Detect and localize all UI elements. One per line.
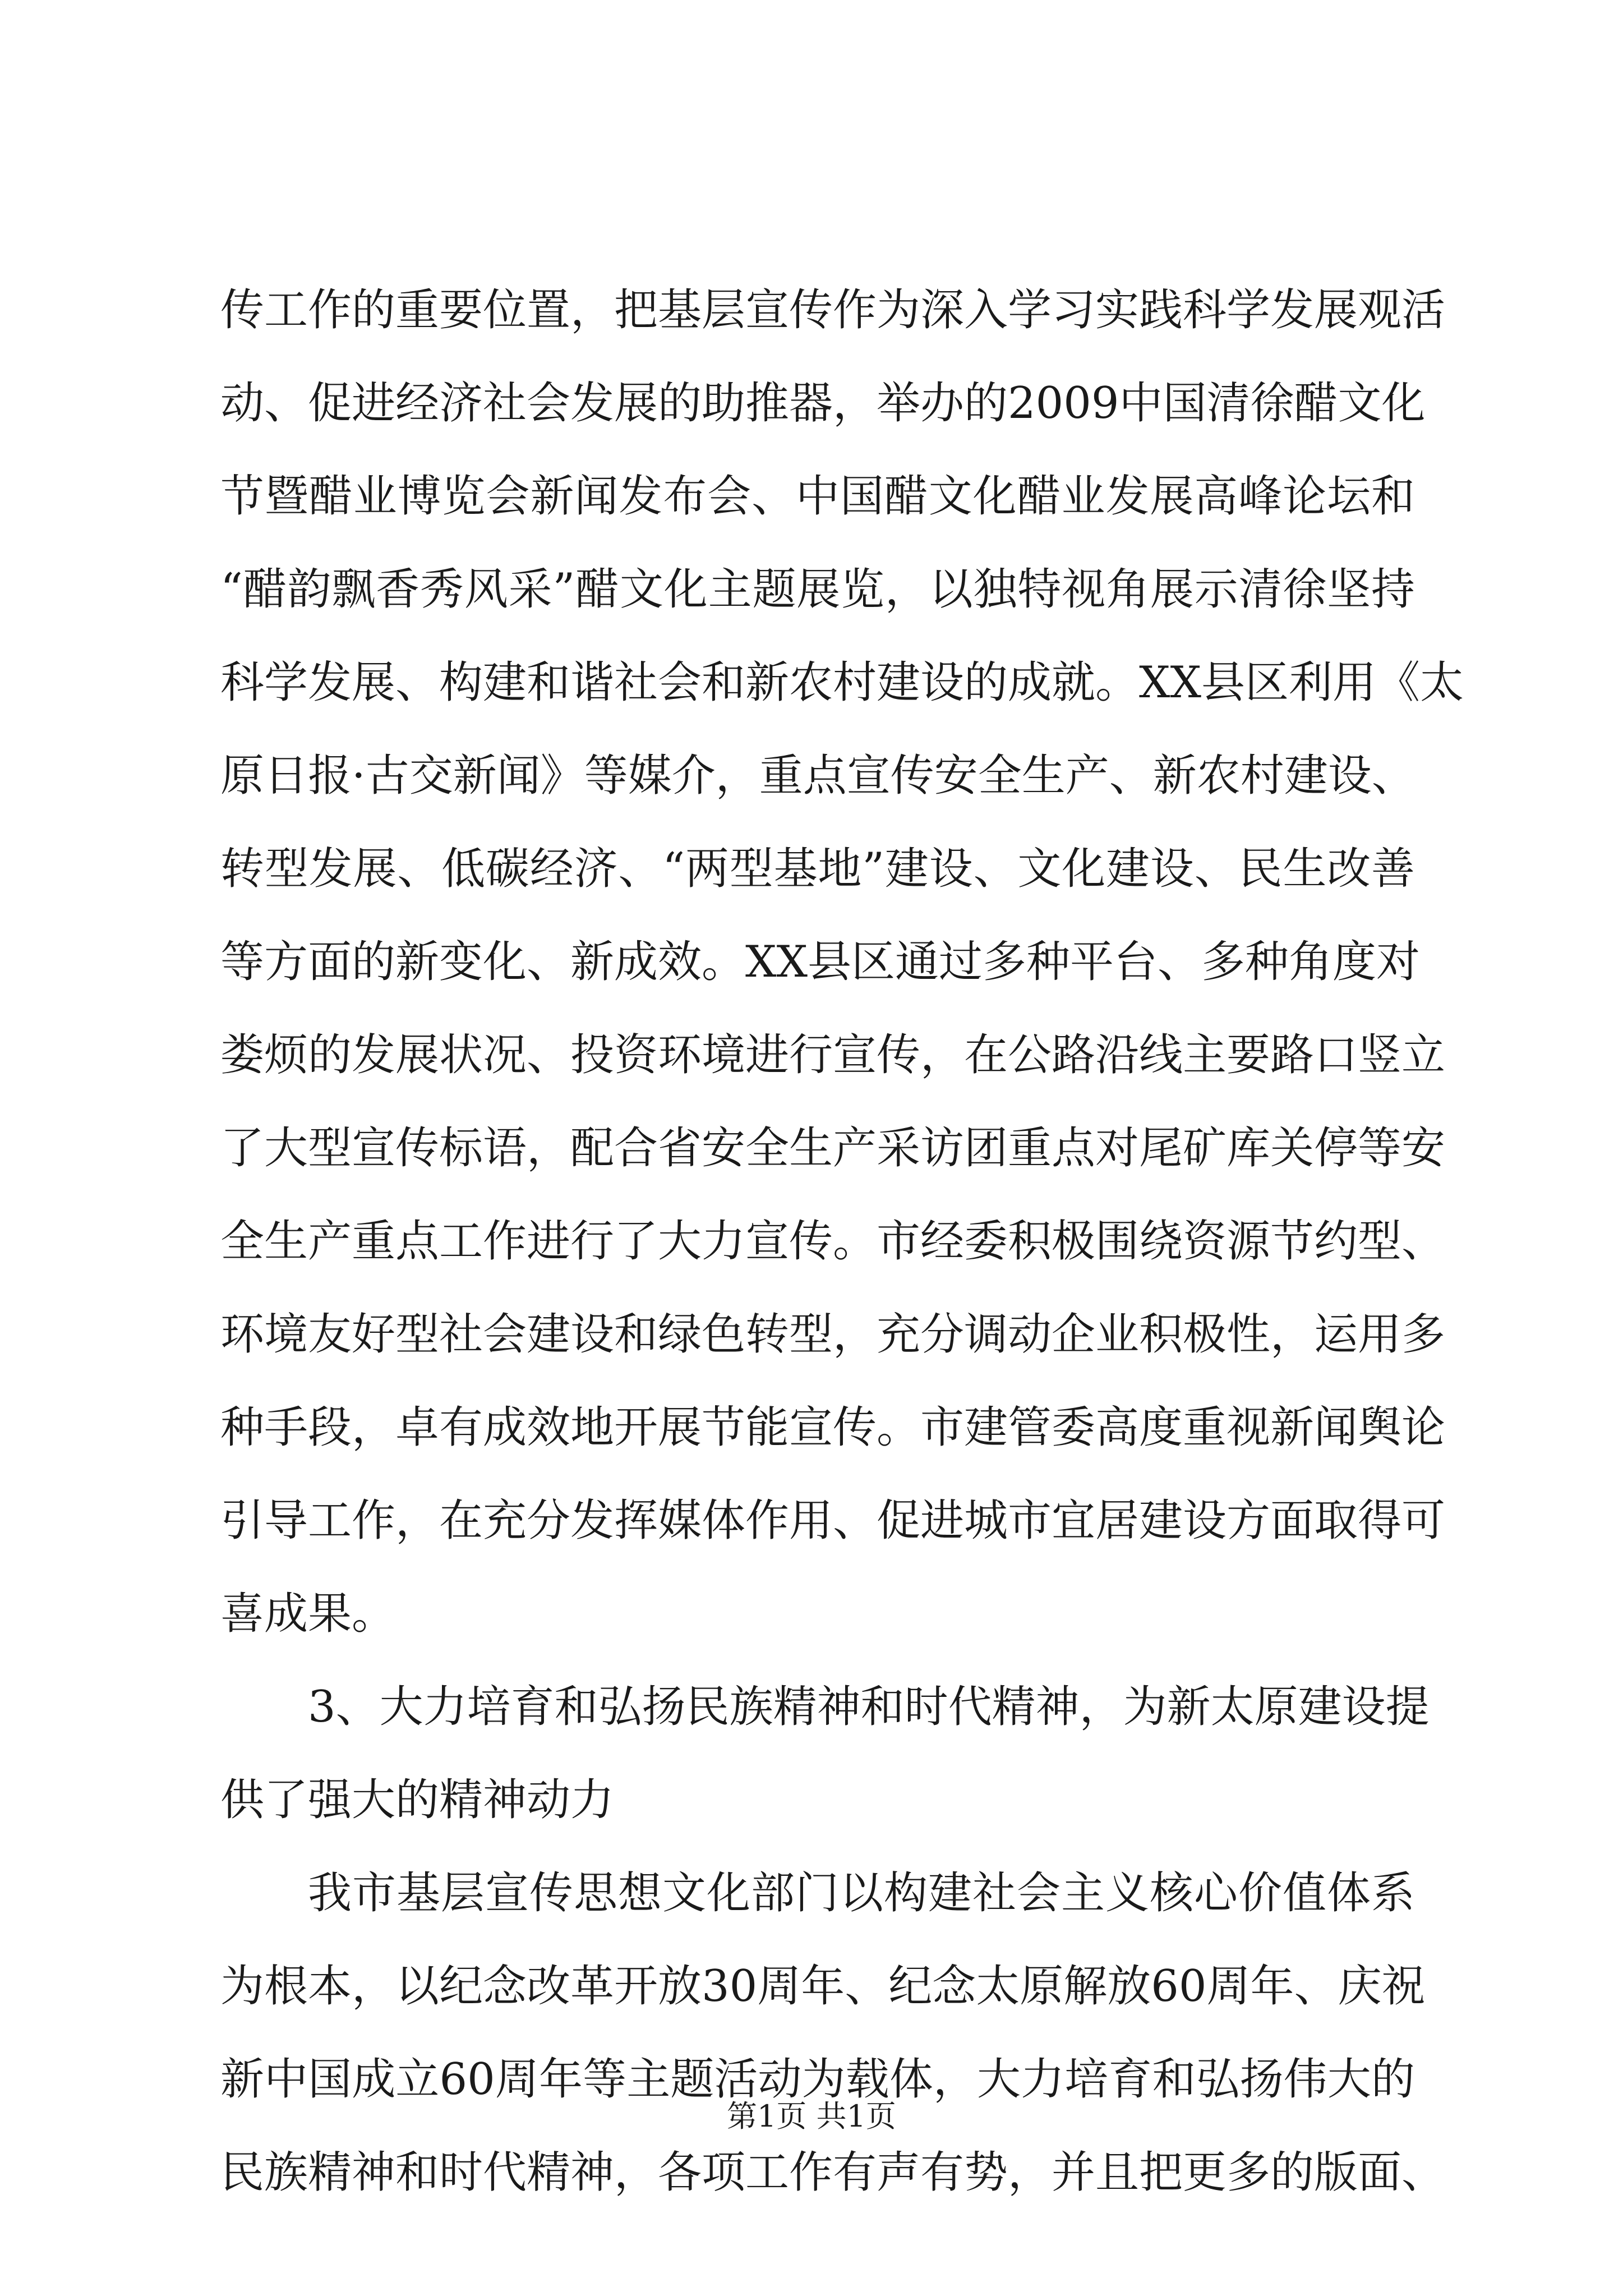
text-line: 引导工作，在充分发挥媒体作用、促进城市宜居建设方面取得可 bbox=[220, 1496, 1446, 1546]
page-number-footer: 第1页 共1页 bbox=[727, 2099, 896, 2134]
text-line: 传工作的重要位置，把基层宣传作为深入学习实践科学发展观活 bbox=[220, 285, 1446, 335]
section-heading-line: 供了强大的精神动力 bbox=[220, 1775, 615, 1825]
text-line: 新中国成立60周年等主题活动为载体，大力培育和弘扬伟大的 bbox=[220, 2054, 1415, 2105]
document-body bbox=[220, 264, 1464, 2219]
text-line: 娄烦的发展状况、投资环境进行宣传，在公路沿线主要路口竖立 bbox=[220, 1030, 1446, 1080]
text-line: 节暨醋业博览会新闻发布会、中国醋文化醋业发展高峰论坛和 bbox=[220, 471, 1415, 522]
text-line: 动、促进经济社会发展的助推器，举办的2009中国清徐醋文化 bbox=[220, 378, 1426, 429]
text-line: 环境友好型社会建设和绿色转型，充分调动企业积极性，运用多 bbox=[220, 1309, 1446, 1360]
text-line: 原日报·古交新闻》等媒介，重点宣传安全生产、新农村建设、 bbox=[220, 751, 1415, 801]
text-line: “醋韵飘香秀风采”醋文化主题展览，以独特视角展示清徐坚持 bbox=[220, 564, 1415, 615]
text-line: 全生产重点工作进行了大力宣传。市经委积极围绕资源节约型、 bbox=[220, 1216, 1446, 1267]
text-line: 科学发展、构建和谐社会和新农村建设的成就。XX县区利用《太 bbox=[220, 657, 1464, 708]
section-heading-line: 3、大力培育和弘扬民族精神和时代精神，为新太原建设提 bbox=[308, 1682, 1430, 1732]
text-line: 转型发展、低碳经济、“两型基地”建设、文化建设、民生改善 bbox=[220, 844, 1415, 894]
text-line: 民族精神和时代精神，各项工作有声有势，并且把更多的版面、 bbox=[220, 2147, 1446, 2198]
text-line: 等方面的新变化、新成效。XX县区通过多种平台、多种角度对 bbox=[220, 937, 1421, 987]
text-line: 喜成果。 bbox=[220, 1589, 396, 1639]
text-line: 了大型宣传标语，配合省安全生产采访团重点对尾矿库关停等安 bbox=[220, 1123, 1446, 1174]
text-line: 我市基层宣传思想文化部门以构建社会主义核心价值体系 bbox=[308, 1868, 1415, 1918]
text-line: 为根本，以纪念改革开放30周年、纪念太原解放60周年、庆祝 bbox=[220, 1961, 1426, 2012]
text-line: 种手段，卓有成效地开展节能宣传。市建管委高度重视新闻舆论 bbox=[220, 1402, 1446, 1453]
